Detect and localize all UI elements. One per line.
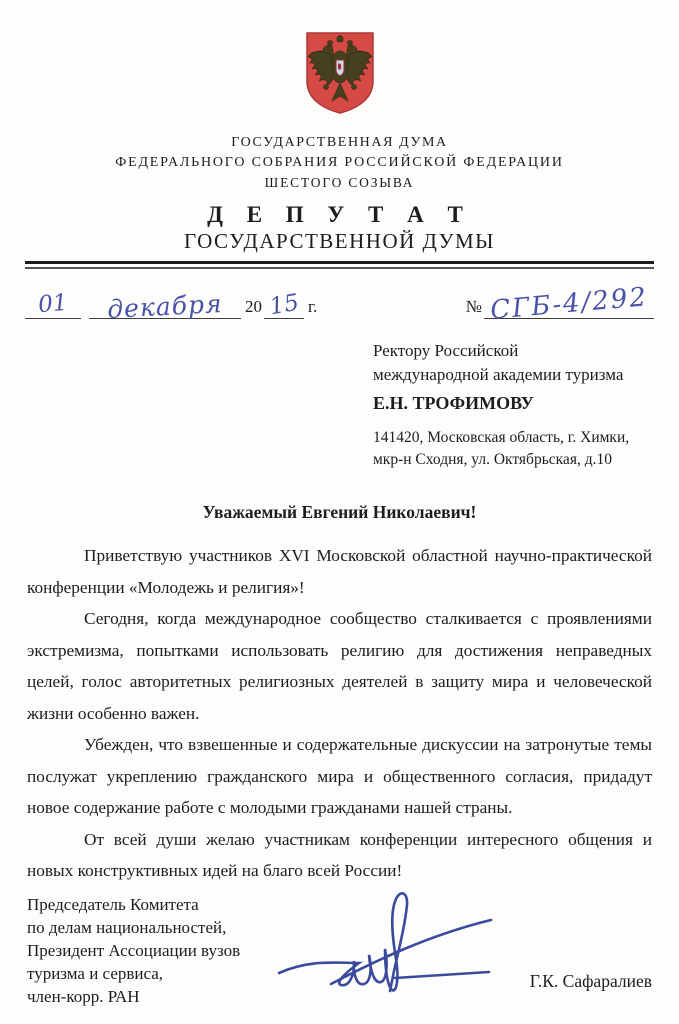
- org-name-line1: ГОСУДАРСТВЕННАЯ ДУМА: [231, 135, 448, 150]
- recipient-address-line1: 141420, Московская область, г. Химки,: [373, 429, 630, 446]
- signer-name: Г.К. Сафаралиев: [529, 971, 652, 991]
- handwritten-number: СГБ-4/292: [489, 282, 650, 326]
- org-name-line3: ШЕСТОГО СОЗЫВА: [264, 175, 415, 190]
- date-group: [25, 288, 319, 324]
- handwritten-day: 01: [37, 289, 69, 319]
- number-sign-label: №: [465, 297, 482, 316]
- org-name-line2: ФЕДЕРАЛЬНОГО СОБРАНИЯ РОССИЙСКОЙ ФЕДЕРАЦИИ: [115, 155, 564, 170]
- date-suffix: г.: [308, 297, 318, 316]
- recipient-block: [373, 339, 668, 471]
- recipient-line1: Ректору Российской: [373, 341, 519, 360]
- letterhead-subtitle: ГОСУДАРСТВЕННОЙ ДУМЫ: [184, 229, 495, 253]
- date-century-printed: 20: [245, 297, 262, 316]
- paragraph-3: Убежден, что взвешенные и содержательные дискуссии на затронутые темы послужат укреплению гражданского мира и общественного согласия, придадут новое содержание работе с молодыми гражданами нашей страны.: [27, 735, 652, 817]
- paragraph-4: От всей души желаю участникам конференции интересного общения и новых конструктивных идей на благо всей России!: [27, 829, 652, 880]
- signature-block: [27, 893, 652, 1008]
- position-line-1: Председатель Комитета: [27, 895, 199, 914]
- letter-body: [27, 540, 652, 887]
- recipient-name: Е.Н. ТРОФИМОВУ: [373, 393, 534, 413]
- russia-coat-of-arms-icon: [299, 29, 381, 122]
- date-month-blank: [89, 288, 241, 324]
- position-line-3: Президент Ассоциации вузов: [27, 941, 241, 960]
- number-group: [464, 282, 654, 326]
- date-day-blank: [25, 288, 81, 319]
- letterhead-title: Д Е П У Т А Т: [207, 202, 472, 227]
- recipient-line2: международной академии туризма: [373, 365, 624, 384]
- handwritten-year: 15: [268, 289, 302, 321]
- double-rule-divider: [25, 261, 654, 269]
- paragraph-2: Сегодня, когда международное сообщество сталкивается с проявлениями экстремизма, попытками использовать религию для достижения неправедных целей, голос авторитетных религиозных деятелей в защиту мира и человеческой жизни особенно важен.: [27, 609, 652, 723]
- signer-position: [27, 893, 269, 1008]
- position-line-4: туризма и сервиса,: [27, 964, 164, 983]
- handwritten-signature-icon: [275, 887, 497, 1005]
- paragraph-1: Приветствую участников XVI Московской областной научно-практической конференции «Молодежь и религия»!: [27, 546, 652, 597]
- number-blank: [484, 282, 654, 326]
- position-line-5: член-корр. РАН: [27, 987, 140, 1006]
- recipient-address-line2: мкр-н Сходня, ул. Октябрьская, д.10: [373, 451, 612, 468]
- position-line-2: по делам национальностей,: [27, 918, 227, 937]
- salutation: Уважаемый Евгений Николаевич!: [202, 502, 477, 522]
- reference-row: [25, 273, 654, 326]
- handwritten-month: декабря: [106, 288, 224, 324]
- date-year-blank: [264, 288, 304, 319]
